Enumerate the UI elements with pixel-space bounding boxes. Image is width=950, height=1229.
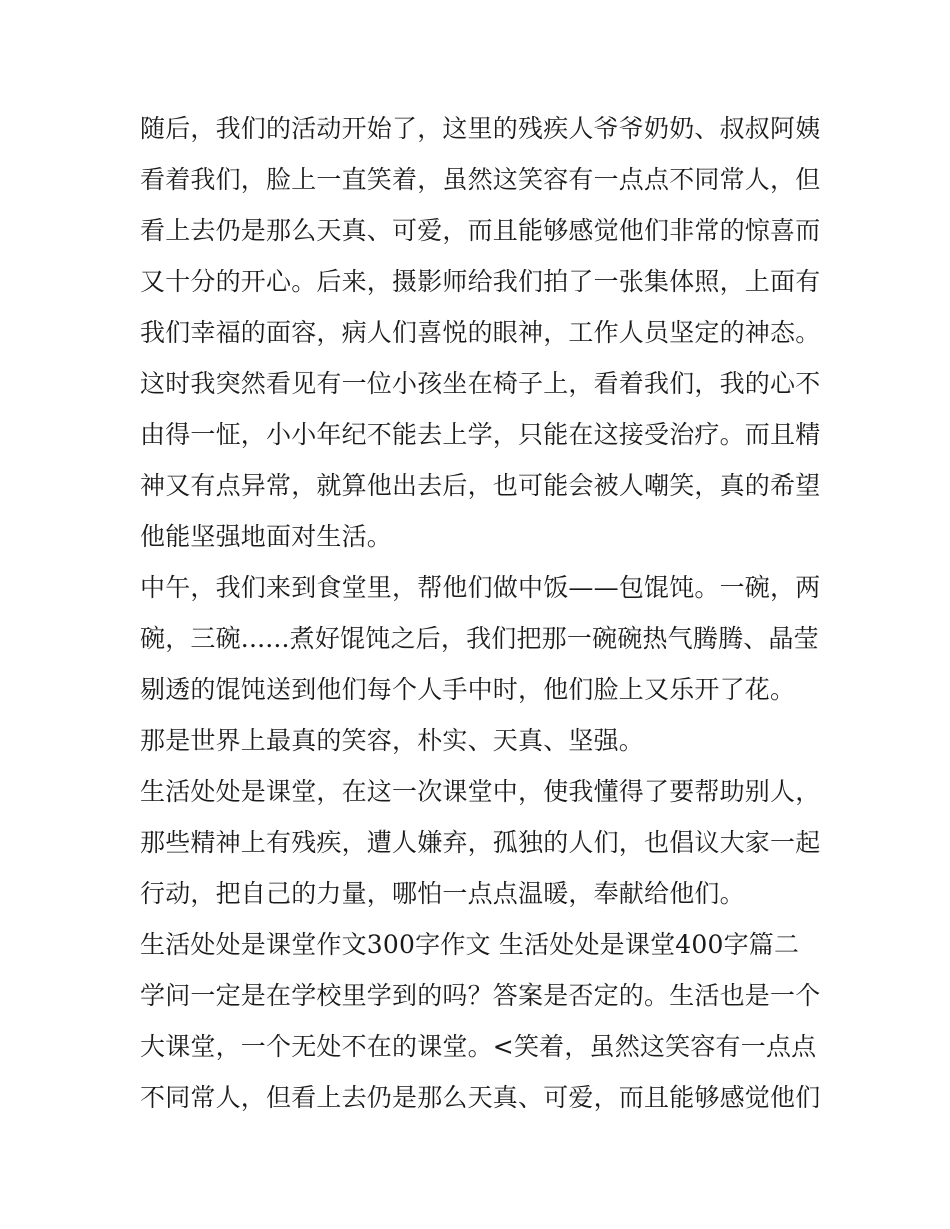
text-line: 随后，我们的活动开始了，这里的残疾人爷爷奶奶、叔叔阿姨 xyxy=(140,114,821,143)
section-heading: 生活处处是课堂作文300字作文 生活处处是课堂400字篇二 xyxy=(140,930,800,959)
text-line: 那些精神上有残疾，遭人嫌弃，孤独的人们，也倡议大家一起 xyxy=(140,828,821,857)
text-line: 由得一怔，小小年纪不能去上学，只能在这接受治疗。而且精 xyxy=(140,420,821,449)
text-line: 剔透的馄饨送到他们每个人手中时，他们脸上又乐开了花。 xyxy=(140,675,796,704)
text-line: 看上去仍是那么天真、可爱，而且能够感觉他们非常的惊喜而 xyxy=(140,216,821,245)
text-line: 我们幸福的面容，病人们喜悦的眼神，工作人员坚定的神态。 xyxy=(140,318,821,347)
text-line: 碗，三碗......煮好馄饨之后，我们把那一碗碗热气腾腾、晶莹 xyxy=(140,624,819,653)
text-line: 不同常人，但看上去仍是那么天真、可爱，而且能够感觉他们 xyxy=(140,1083,821,1112)
text-line: 神又有点异常，就算他出去后，也可能会被人嘲笑，真的希望 xyxy=(140,471,821,500)
text-line: 他能坚强地面对生活。 xyxy=(140,522,393,551)
text-line: 大课堂，一个无处不在的课堂。<笑着，虽然这笑容有一点点 xyxy=(140,1032,817,1061)
text-line: 生活处处是课堂，在这一次课堂中，使我懂得了要帮助别人， xyxy=(140,777,821,806)
text-line: 行动，把自己的力量，哪怕一点点温暖，奉献给他们。 xyxy=(140,879,745,908)
text-line: 中午，我们来到食堂里，帮他们做中饭——包馄饨。一碗，两 xyxy=(140,573,821,602)
text-line: 看着我们，脸上一直笑着，虽然这笑容有一点点不同常人，但 xyxy=(140,165,821,194)
text-line: 学问一定是在学校里学到的吗？答案是否定的。生活也是一个 xyxy=(140,981,821,1010)
text-line: 又十分的开心。后来，摄影师给我们拍了一张集体照，上面有 xyxy=(140,267,821,296)
text-line: 那是世界上最真的笑容，朴实、天真、坚强。 xyxy=(140,726,645,755)
text-line: 这时我突然看见有一位小孩坐在椅子上，看着我们，我的心不 xyxy=(140,369,821,398)
document-body xyxy=(140,103,820,1123)
